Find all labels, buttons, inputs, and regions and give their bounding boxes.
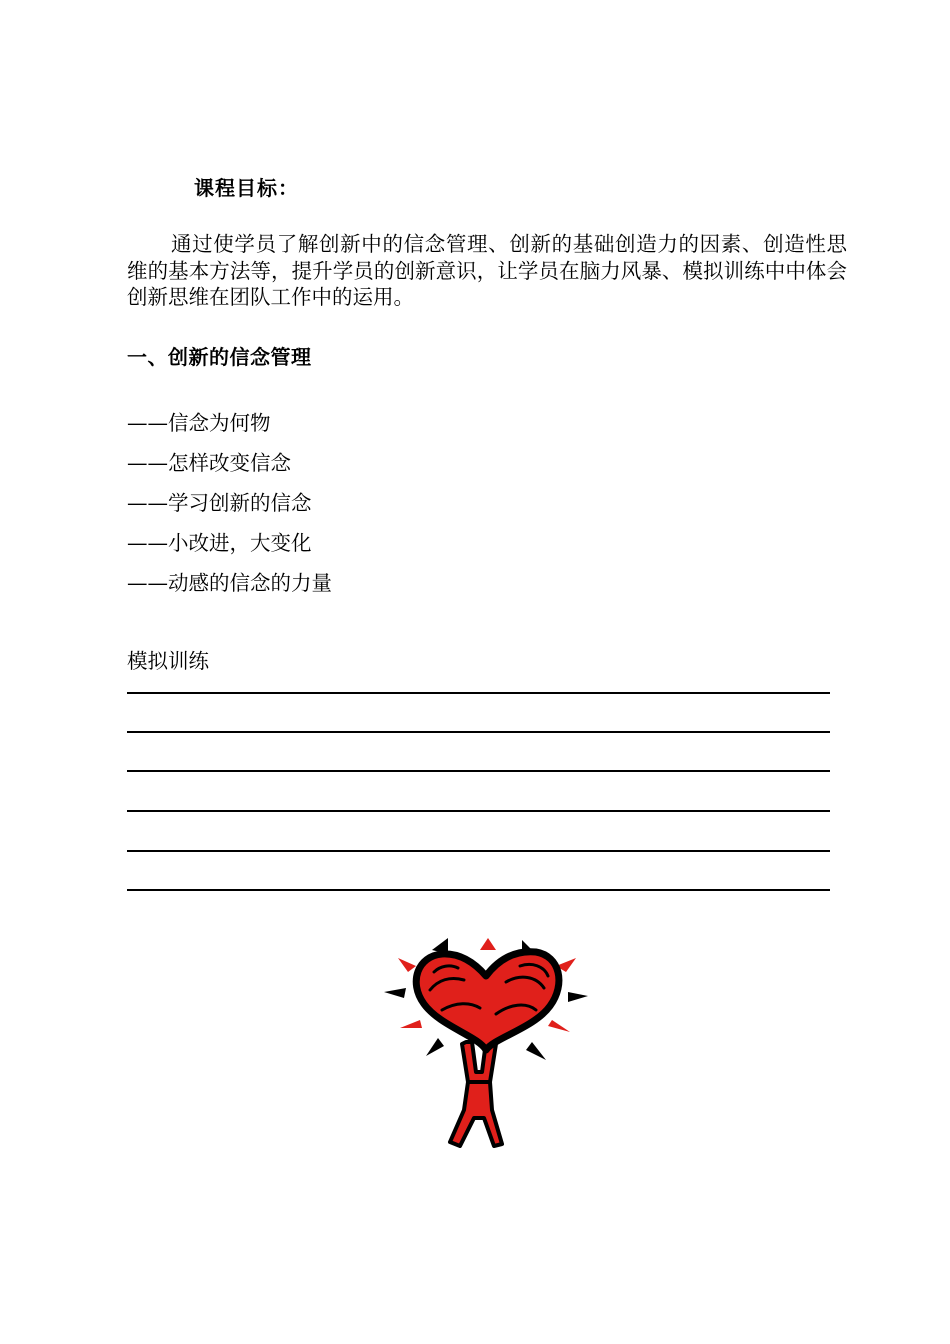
answer-line [127,850,830,852]
answer-line [127,810,830,812]
practice-label: 模拟训练 [127,649,209,673]
answer-line [127,889,830,891]
topic-item: ——动感的信念的力量 [127,571,332,595]
figure-body [450,1082,502,1146]
answer-line [127,692,830,694]
course-goal-paragraph: 通过使学员了解创新中的信念管理、创新的基础创造力的因素、创造性思维的基本方法等，提升学员的创新意识，让学员在脑力风暴、模拟训练中中体会创新思维在团队工作中的运用。 [127,232,847,309]
topic-item: ——学习创新的信念 [127,491,312,515]
section-heading: 一、创新的信念管理 [127,345,312,369]
topic-item: ——信念为何物 [127,411,271,435]
course-goal-heading: 课程目标： [194,176,299,200]
topic-list [127,407,332,607]
answer-line [127,770,830,772]
heart-person-icon [380,932,592,1148]
answer-line [127,731,830,733]
topic-item: ——小改进，大变化 [127,531,312,555]
topic-item: ——怎样改变信念 [127,451,291,475]
